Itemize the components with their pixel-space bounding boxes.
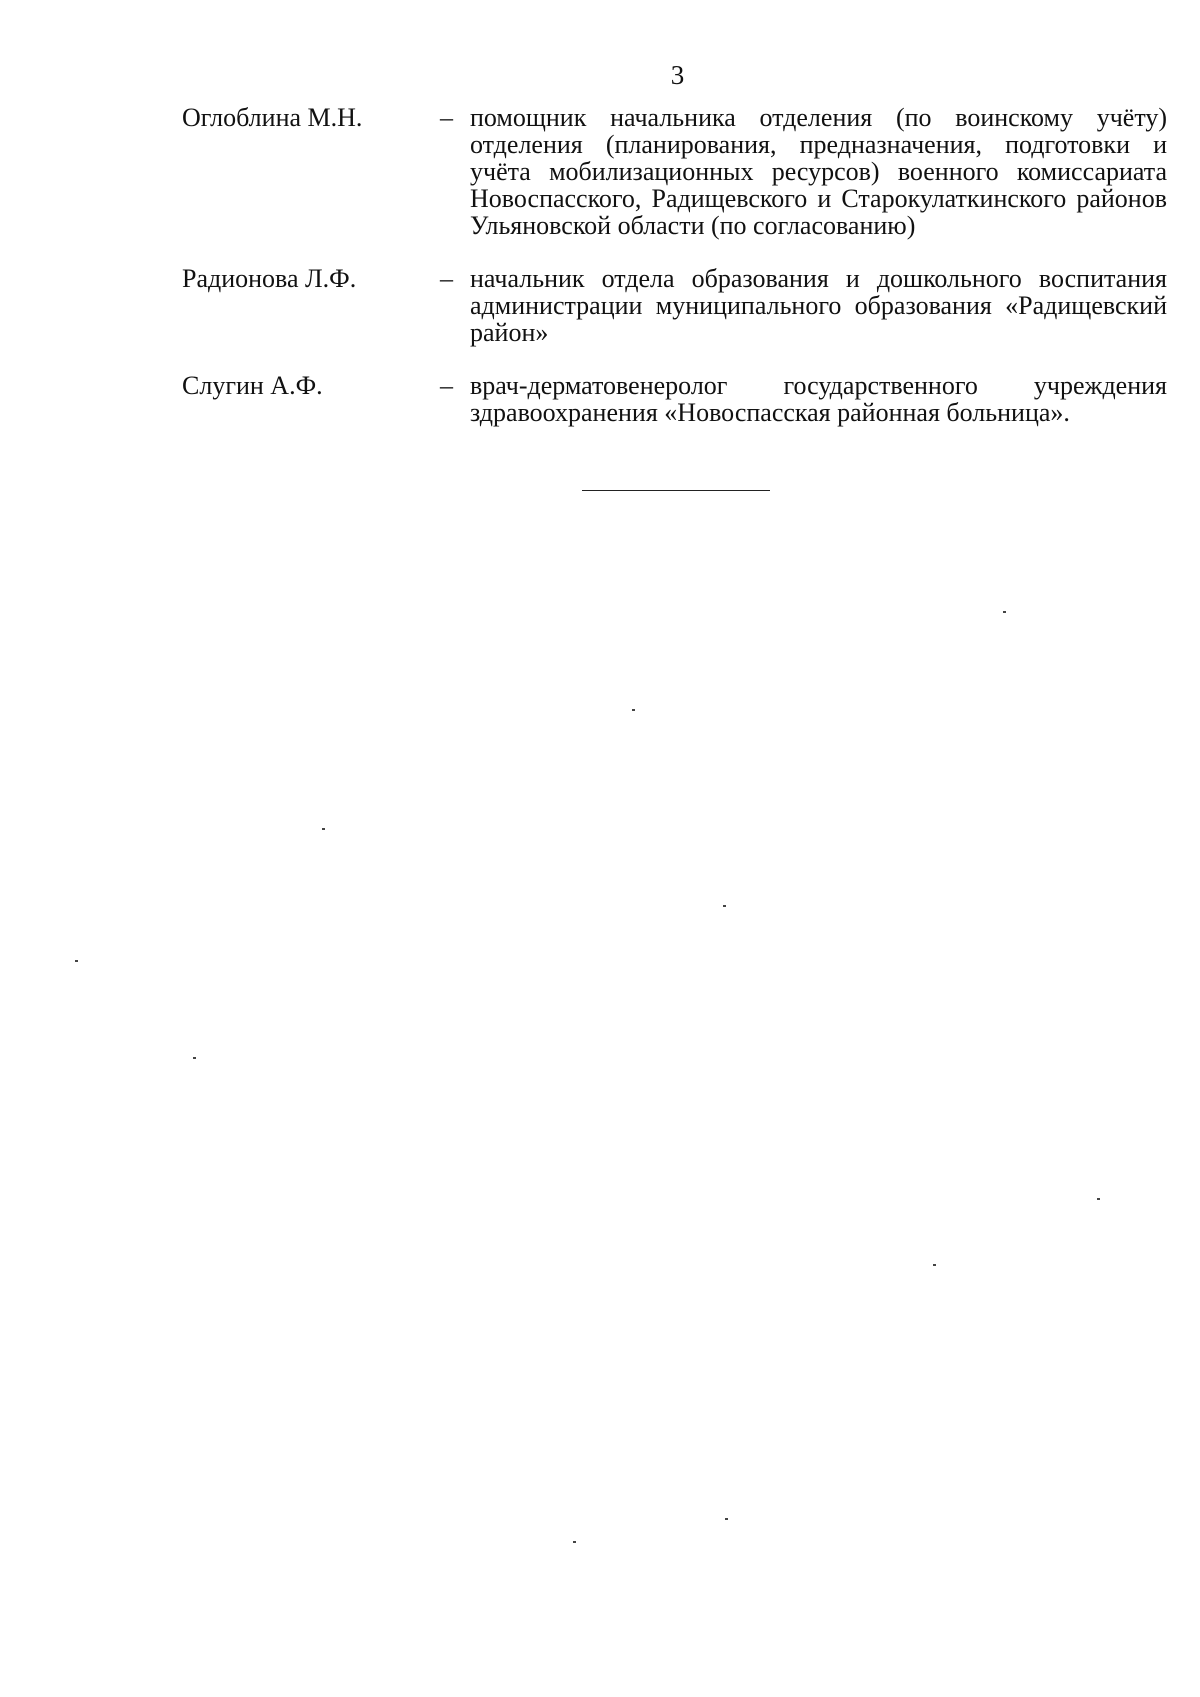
page-number: 3 — [670, 60, 685, 90]
member-dash: – — [440, 371, 453, 400]
closing-rule — [582, 490, 770, 491]
scan-speck — [933, 1264, 936, 1266]
scan-speck — [322, 828, 325, 830]
member-dash: – — [440, 264, 453, 293]
member-name: Оглоблина М.Н. — [182, 103, 363, 132]
scan-speck — [1003, 611, 1006, 613]
member-dash: – — [440, 103, 453, 132]
list-item — [182, 265, 1167, 346]
scan-speck — [75, 960, 78, 962]
scan-speck — [193, 1057, 196, 1059]
scan-speck — [1097, 1198, 1100, 1200]
member-name: Радионова Л.Ф. — [182, 264, 357, 293]
scan-speck — [632, 709, 635, 711]
list-item — [182, 372, 1167, 426]
scan-speck — [723, 905, 726, 907]
list-item — [182, 104, 1167, 239]
scan-speck — [725, 1518, 728, 1520]
member-position: врач-дерматовенеролог государственного учреждения здравоохранения «Новоспасская районная больница». — [470, 371, 1167, 427]
member-position: помощник начальника отделения (по воинскому учёту) отделения (планирования, предназначения, подготовки и учёта мобилизационных ресурсов) военного комиссариата Новоспасского, Радищевского и Старокулаткинского районов Ульяновской области (по согласованию) — [470, 103, 1167, 240]
member-position: начальник отдела образования и дошкольного воспитания администрации муниципального образования «Радищевский район» — [470, 264, 1167, 347]
scan-speck — [573, 1541, 576, 1543]
member-list — [182, 104, 1167, 452]
member-name: Слугин А.Ф. — [182, 371, 323, 400]
